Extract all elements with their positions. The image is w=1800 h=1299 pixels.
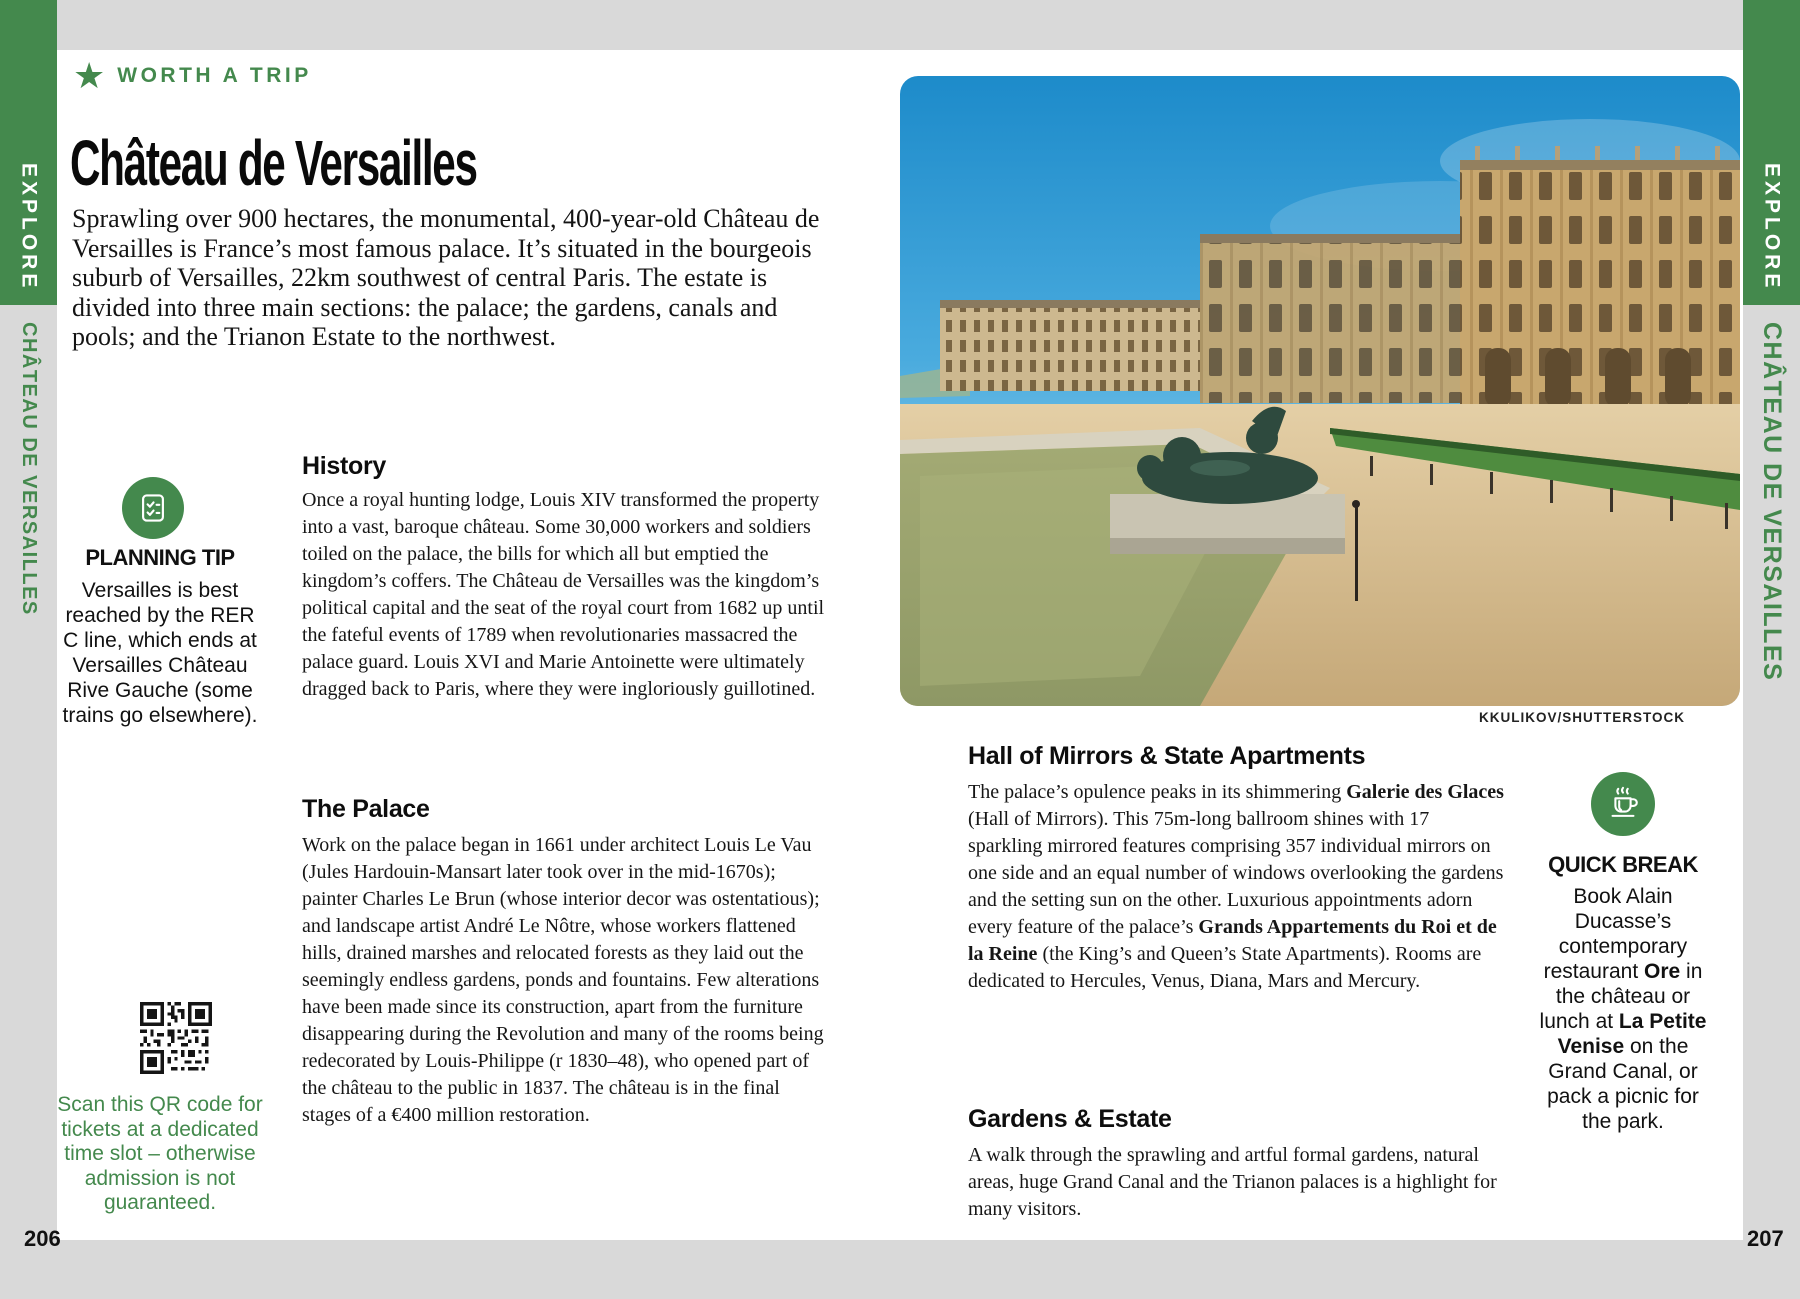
section-label-left: CHÂTEAU DE VERSAILLES [18,322,40,616]
photo-illustration [900,76,1740,706]
qr-code-image [140,1002,212,1074]
versailles-photo [900,76,1740,706]
history-heading: History [302,452,387,480]
qr-caption: Scan this QR code for tickets at a dedicated time slot – otherwise admission is not guaranteed. [57,1093,263,1214]
palace-heading: The Palace [302,795,430,823]
kicker [73,55,312,96]
quick-break-body: Book Alain Ducasse’s contemporary restaurant Ore in the château or lunch at La Petite Venise on the Grand Canal, or pack a picnic for the park. [1539,885,1707,1133]
page-number-left: 206 [24,1226,61,1251]
quick-break-heading: QUICK BREAK [1548,852,1698,877]
explore-tab-right [1743,0,1800,305]
quick-break-badge [1591,772,1655,836]
page-number-right: 207 [1747,1226,1784,1251]
planning-tip-heading: PLANNING TIP [85,545,235,570]
palace-body: Work on the palace began in 1661 under architect Louis Le Vau (Jules Hardouin-Mansart later took over in the mid-1670s); painter Charles Le Brun (whose interior decor was ostentatious); and landscape artist André Le Nôtre, whose workers flattened hills, drained marshes and relocated forests as they laid out the seemingly endless gardens, ponds and fountains. Few alterations have been made since its construction, apart from the furniture disappearing during the Revolution and many of the rooms being redecorated by Louis-Philippe (r 1830–48), who opened part of the château to the public in 1837. The château is in the final stages of a €400 million restoration. [302,834,824,1126]
coffee-cup-icon [1604,785,1642,823]
page-title: Château de Versailles [70,127,477,199]
planning-tip-badge [122,477,184,539]
explore-tab-right-label: EXPLORE [1760,162,1784,291]
gardens-body: A walk through the sprawling and artful formal gardens, natural areas, huge Grand Canal and the Trianon palaces is a highlight for many visitors. [968,1144,1497,1220]
explore-tab-left-label: EXPLORE [17,162,41,291]
star-icon: ★ [73,55,106,96]
gardens-heading: Gardens & Estate [968,1105,1172,1133]
photo-credit: KKULIKOV/SHUTTERSTOCK [1478,710,1685,725]
qr-code [140,1002,212,1074]
planning-tip-body: Versailles is best reached by the RER C line, which ends at Versailles Château Rive Gauche (some trains go elsewhere). [62,579,258,727]
clipboard-check-icon [135,490,171,526]
hall-body: The palace’s opulence peaks in its shimmering Galerie des Glaces (Hall of Mirrors). This 75m-long ballroom shines with 17 sparkling mirrored features comprising 357 individual mirrors on one side and an equal number of windows overlooking the gardens and the setting sun on the other. Luxurious appointments adorn every feature of the palace’s Grands Appartements du Roi et de la Reine (the King’s and Queen’s State Apartments). Rooms are dedicated to Hercules, Venus, Diana, Mars and Mercury. [968,781,1504,992]
section-label-right: CHÂTEAU DE VERSAILLES [1758,322,1786,682]
intro-paragraph: Sprawling over 900 hectares, the monumental, 400-year-old Château de Versailles is France’s most famous palace. It’s situated in the bourgeois suburb of Versailles, 22km southwest of central Paris. The estate is divided into three main sections: the palace; the gardens, canals and pools; and the Trianon Estate to the northwest. [72,204,820,351]
explore-tab-left [0,0,57,305]
hall-heading: Hall of Mirrors & State Apartments [968,742,1366,770]
kicker-label: WORTH A TRIP [117,64,312,87]
history-body: Once a royal hunting lodge, Louis XIV transformed the property into a vast, baroque château. Some 30,000 workers and soldiers toiled on the palace, the bills for which all but emptied the kingdom’s coffers. The Château de Versailles was the kingdom’s political capital and the seat of the royal court from 1682 up until the fateful events of 1789 when revolutionaries massacred the palace guard. Louis XVI and Marie Antoinette were ultimately dragged back to Paris, where they were ingloriously guillotined. [302,489,825,700]
